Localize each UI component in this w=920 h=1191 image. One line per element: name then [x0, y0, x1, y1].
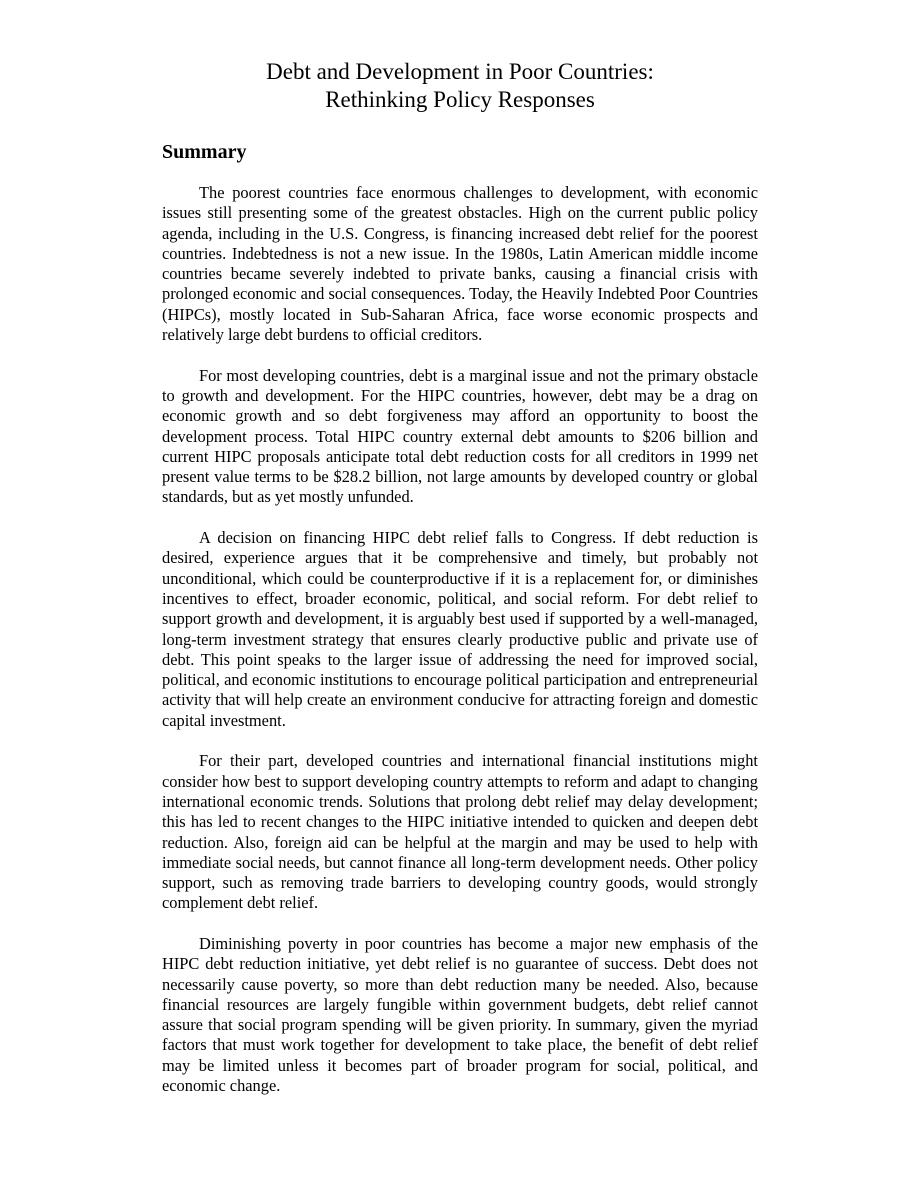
- summary-paragraph-4: For their part, developed countries and international financial institutions might consider how best to support developing country attempts to reform and adapt to changing international economic trends. Solutions that prolong debt relief may delay development; this has led to recent changes to the HIPC initiative intended to quicken and deepen debt reduction. Also, foreign aid can be helpful at the margin and may be used to help with immediate social needs, but cannot finance all long-term development needs. Other policy support, such as removing trade barriers to developing country goods, would strongly complement debt relief.: [162, 751, 758, 913]
- summary-paragraph-2: For most developing countries, debt is a marginal issue and not the primary obstacle to growth and development. For the HIPC countries, however, debt may be a drag on economic growth and so debt forgiveness may afford an opportunity to boost the development process. Total HIPC country external debt amounts to $206 billion and current HIPC proposals anticipate total debt reduction costs for all creditors in 1999 net present value terms to be $28.2 billion, not large amounts by developed country or global standards, but as yet mostly unfunded.: [162, 365, 758, 507]
- summary-paragraph-1: The poorest countries face enormous challenges to development, with economic issues still presenting some of the greatest obstacles. High on the current public policy agenda, including in the U.S. Congress, is financing increased debt relief for the poorest countries. Indebtedness is not a new issue. In the 1980s, Latin American middle income countries became severely indebted to private banks, causing a financial crisis with prolonged economic and social consequences. Today, the Heavily Indebted Poor Countries (HIPCs), mostly located in Sub-Saharan Africa, face worse economic prospects and relatively large debt burdens to official creditors.: [162, 183, 758, 345]
- summary-paragraph-3: A decision on financing HIPC debt relief falls to Congress. If debt reduction is desired, experience argues that it be comprehensive and timely, but probably not unconditional, which could be counterproductive if it is a replacement for, or diminishes incentives to effect, broader economic, political, and social reform. For debt relief to support growth and development, it is arguably best used if supported by a well-managed, long-term investment strategy that ensures clearly productive public and private use of debt. This point speaks to the larger issue of addressing the need for improved social, political, and economic institutions to encourage political participation and entrepreneurial activity that will help create an environment conducive for attracting foreign and domestic capital investment.: [162, 528, 758, 730]
- document-page: [162, 58, 758, 1117]
- title-line-2: Rethinking Policy Responses: [325, 87, 595, 112]
- section-heading-summary: Summary: [162, 141, 247, 163]
- summary-paragraph-5: Diminishing poverty in poor countries has become a major new emphasis of the HIPC debt reduction initiative, yet debt relief is no guarantee of success. Debt does not necessarily cause poverty, so more than debt reduction many be needed. Also, because financial resources are largely fungible within government budgets, debt relief cannot assure that social program spending will be given priority. In summary, given the myriad factors that must work together for development to take place, the benefit of debt relief may be limited unless it becomes part of broader program for social, political, and economic change.: [162, 933, 758, 1096]
- title-line-1: Debt and Development in Poor Countries:: [266, 59, 654, 84]
- document-title: [162, 58, 758, 114]
